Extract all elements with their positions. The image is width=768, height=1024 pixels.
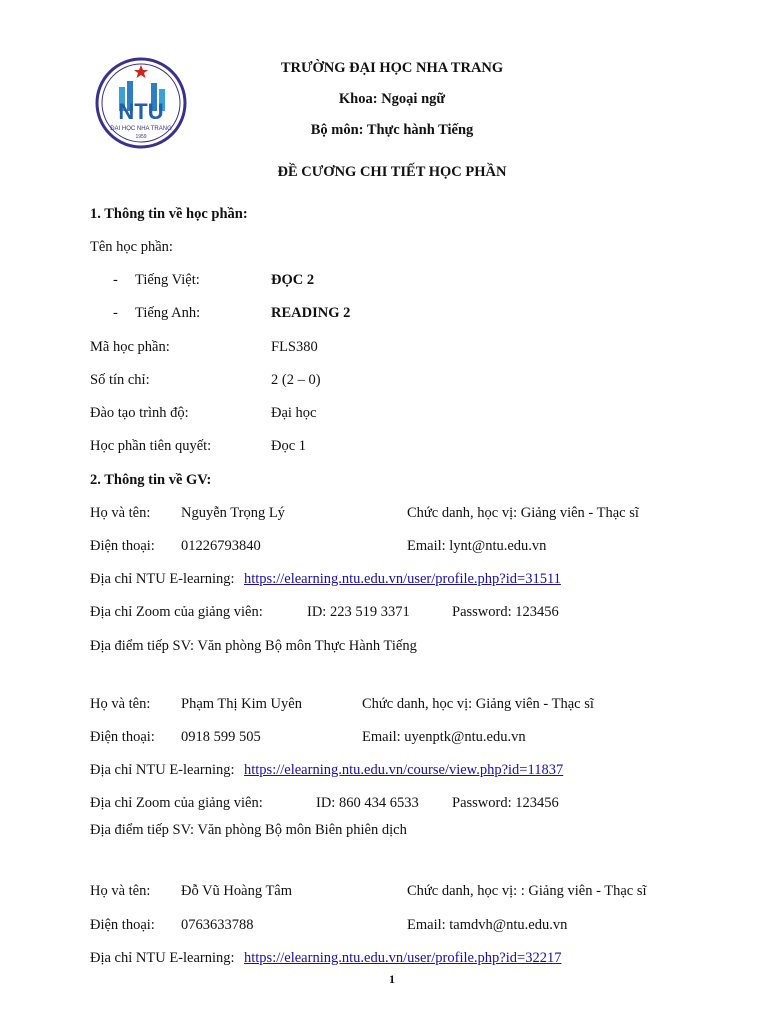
credits-value: 2 (2 – 0) xyxy=(271,372,321,388)
credits-label: Số tín chỉ: xyxy=(90,372,150,388)
department-name: Bộ môn: Thực hành Tiếng xyxy=(310,122,474,138)
instructor-name-label: Họ và tên: xyxy=(90,883,151,899)
faculty-name: Khoa: Ngoại ngữ xyxy=(338,91,446,107)
zoom-id: ID: 223 519 3371 xyxy=(307,604,410,620)
university-name: TRƯỜNG ĐẠI HỌC NHA TRANG xyxy=(280,60,504,76)
zoom-label: Địa chỉ Zoom của giảng viên: xyxy=(90,604,263,620)
email: Email: tamdvh@ntu.edu.vn xyxy=(407,917,568,933)
en-name-value: READING 2 xyxy=(271,305,351,321)
svg-text:ĐẠI HỌC NHA TRANG: ĐẠI HỌC NHA TRANG xyxy=(110,126,172,132)
instructor-title: Chức danh, học vị: Giảng viên - Thạc sĩ xyxy=(362,696,594,712)
en-name-label: Tiếng Anh: xyxy=(135,305,201,321)
instructor-title: Chức danh, học vị: Giảng viên - Thạc sĩ xyxy=(407,505,639,521)
elearning-label: Địa chỉ NTU E-learning: xyxy=(90,950,235,966)
office-location: Địa điểm tiếp SV: Văn phòng Bộ môn Thực Hành Tiếng xyxy=(90,638,417,654)
phone-label: Điện thoại: xyxy=(90,729,155,745)
vn-name-value: ĐỌC 2 xyxy=(271,272,315,288)
instructor-title: Chức danh, học vị: : Giảng viên - Thạc sĩ xyxy=(407,883,647,899)
phone-label: Điện thoại: xyxy=(90,917,155,933)
elearning-link[interactable]: https://elearning.ntu.edu.vn/user/profile.php?id=32217 xyxy=(244,950,562,966)
svg-text:NTU: NTU xyxy=(118,99,164,124)
phone-value: 0918 599 505 xyxy=(181,729,261,745)
prerequisite-label: Học phần tiên quyết: xyxy=(90,438,212,454)
course-code-label: Mã học phần: xyxy=(90,339,170,355)
email: Email: lynt@ntu.edu.vn xyxy=(407,538,547,554)
bullet: - xyxy=(113,272,118,288)
vn-name-label: Tiếng Việt: xyxy=(135,272,200,288)
section1-heading: 1. Thông tin về học phần: xyxy=(90,206,248,222)
elearning-link[interactable]: https://elearning.ntu.edu.vn/course/view.php?id=11837 xyxy=(244,762,564,778)
course-code-value: FLS380 xyxy=(271,339,318,355)
svg-text:1959: 1959 xyxy=(135,134,147,140)
document-title: ĐỀ CƯƠNG CHI TIẾT HỌC PHẦN xyxy=(277,164,507,180)
bullet: - xyxy=(113,305,118,321)
phone-value: 01226793840 xyxy=(181,538,261,554)
office-location: Địa điểm tiếp SV: Văn phòng Bộ môn Biên phiên dịch xyxy=(90,822,407,838)
elearning-label: Địa chỉ NTU E-learning: xyxy=(90,762,235,778)
instructor-name: Phạm Thị Kim Uyên xyxy=(181,696,302,712)
elearning-link[interactable]: https://elearning.ntu.edu.vn/user/profile.php?id=31511 xyxy=(244,571,561,587)
course-name-label: Tên học phần: xyxy=(90,239,173,255)
instructor-name-label: Họ và tên: xyxy=(90,696,151,712)
instructor-name: Nguyễn Trọng Lý xyxy=(181,505,285,521)
instructor-name-label: Họ và tên: xyxy=(90,505,151,521)
page-number: 1 xyxy=(389,972,395,986)
level-label: Đào tạo trình độ: xyxy=(90,405,189,421)
phone-label: Điện thoại: xyxy=(90,538,155,554)
zoom-id: ID: 860 434 6533 xyxy=(316,795,419,811)
section2-heading: 2. Thông tin về GV: xyxy=(90,472,212,488)
email: Email: uyenptk@ntu.edu.vn xyxy=(362,729,526,745)
phone-value: 0763633788 xyxy=(181,917,254,933)
elearning-label: Địa chỉ NTU E-learning: xyxy=(90,571,235,587)
level-value: Đại học xyxy=(271,405,317,421)
prerequisite-value: Đọc 1 xyxy=(271,438,307,454)
zoom-label: Địa chỉ Zoom của giảng viên: xyxy=(90,795,263,811)
zoom-password: Password: 123456 xyxy=(452,795,559,811)
zoom-password: Password: 123456 xyxy=(452,604,559,620)
instructor-name: Đỗ Vũ Hoàng Tâm xyxy=(181,883,293,899)
